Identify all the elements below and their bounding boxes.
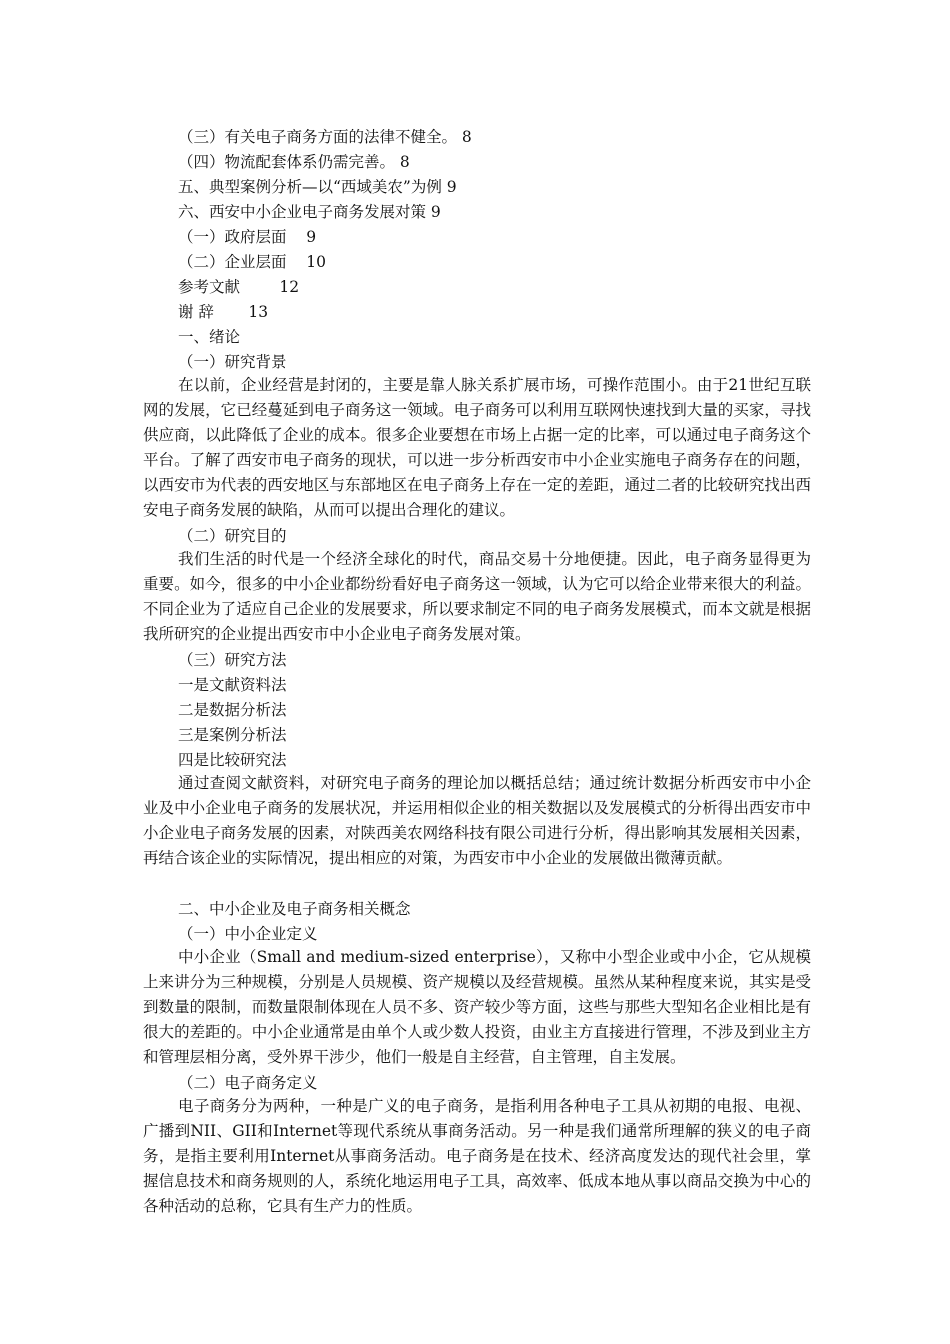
toc-line: 六、西安中小企业电子商务发展对策 9	[178, 203, 441, 221]
method-item: 三是案例分析法	[178, 726, 287, 744]
toc-line: （一）政府层面 9	[178, 228, 317, 246]
subsection-heading-purpose: （二）研究目的	[178, 527, 287, 545]
section-heading-concepts: 二、中小企业及电子商务相关概念	[178, 900, 411, 918]
toc-line: 谢 辞 13	[178, 303, 269, 321]
paragraph-purpose: 我们生活的时代是一个经济全球化的时代，商品交易十分地便捷。因此，电子商务显得更为重要。如今，很多的中小企业都纷纷看好电子商务这一领域，认为它可以给企业带来很大的利益。不同企业为了适应自己企业的发展要求，所以要求制定不同的电子商务发展模式，而本文就是根据我所研究的企业提出西安市中小企业电子商务发展对策。	[143, 550, 811, 643]
paragraph-sme: 中小企业（Small and medium-sized enterprise），又称中小型企业或中小企，它从规模上来讲分为三种规模，分别是人员规模、资产规模以及经营规模。虽然从某种程度来说，其实是受到数量的限制，而数量限制体现在人员不多、资产较少等方面，这些与那些大型知名企业相比是有很大的差距的。中小企业通常是由单个人或少数人投资，由业主方直接进行管理，不涉及到业主方和管理层相分离，受外界干涉少，他们一般是自主经营，自主管理，自主发展。	[143, 948, 811, 1066]
paragraph-ec: 电子商务分为两种，一种是广义的电子商务，是指利用各种电子工具从初期的电报、电视、广播到NII、GII和Internet等现代系统从事商务活动。另一种是我们通常所理解的狭义的电子商务，是指主要利用Internet从事商务活动。电子商务是在技术、经济高度发达的现代社会里，掌握信息技术和商务规则的人，系统化地运用电子工具，高效率、低成本地从事以商品交换为中心的各种活动的总称，它具有生产力的性质。	[143, 1097, 811, 1215]
toc-line: （三）有关电子商务方面的法律不健全。 8	[178, 128, 472, 146]
subsection-heading-ec: （二）电子商务定义	[178, 1074, 318, 1092]
method-item: 二是数据分析法	[178, 701, 287, 719]
method-item: 四是比较研究法	[178, 751, 287, 769]
subsection-heading-method: （三）研究方法	[178, 651, 287, 669]
section-heading-intro: 一、绪论	[178, 328, 241, 346]
method-item: 一是文献资料法	[178, 676, 287, 694]
subsection-heading-background: （一）研究背景	[178, 353, 287, 371]
paragraph-method: 通过查阅文献资料，对研究电子商务的理论加以概括总结；通过统计数据分析西安市中小企业及中小企业电子商务的发展状况，并运用相似企业的相关数据以及发展模式的分析得出西安市中小企业电子商务发展的因素，对陕西美农网络科技有限公司进行分析，得出影响其发展相关因素，再结合该企业的实际情况，提出相应的对策，为西安市中小企业的发展做出微薄贡献。	[143, 774, 811, 867]
toc-line: （二）企业层面 10	[178, 253, 326, 271]
toc-line: （四）物流配套体系仍需完善。 8	[178, 153, 410, 171]
subsection-heading-sme: （一）中小企业定义	[178, 925, 318, 943]
paragraph-background: 在以前，企业经营是封闭的，主要是靠人脉关系扩展市场，可操作范围小。由于21世纪互联网的发展，它已经蔓延到电子商务这一领域。电子商务可以利用互联网快速找到大量的买家，寻找供应商，以此降低了企业的成本。很多企业要想在市场上占据一定的比率，可以通过电子商务这个平台。了解了西安市电子商务的现状，可以进一步分析西安市中小企业实施电子商务存在的问题，以西安市为代表的西安地区与东部地区在电子商务上存在一定的差距，通过二者的比较研究找出西安电子商务发展的缺陷，从而可以提出合理化的建议。	[143, 376, 811, 519]
toc-line: 五、典型案例分析—以“西域美农”为例 9	[178, 178, 457, 196]
toc-line: 参考文献 12	[178, 278, 300, 296]
